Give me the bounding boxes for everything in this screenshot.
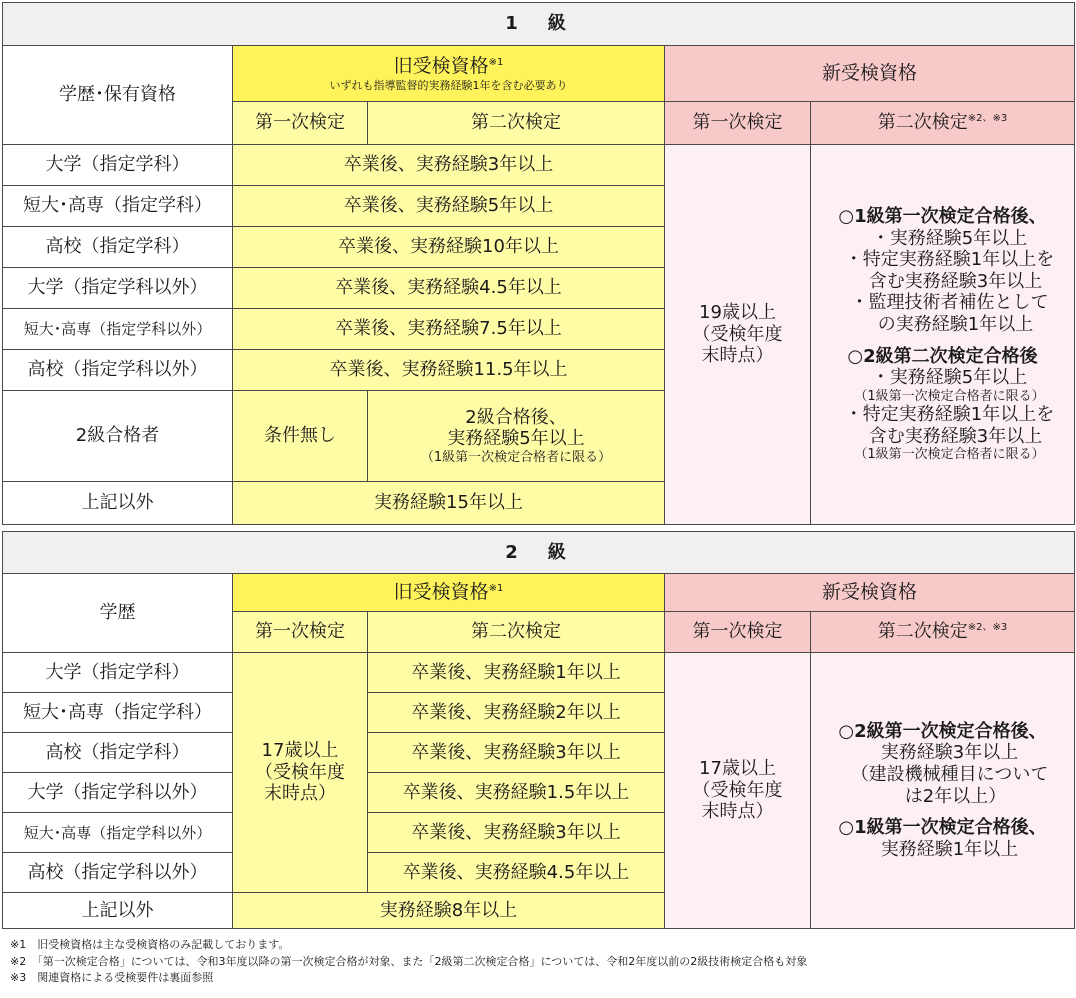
table-row-requirement: 卒業後、実務経験11.5年以上 [233, 350, 665, 391]
table-row-label: 短大･高専（指定学科以外） [3, 813, 233, 853]
table-row-label: 高校（指定学科以外） [3, 350, 233, 391]
table-row-label: 短大･高専（指定学科） [3, 186, 233, 227]
grade1-old-first-header: 第一次検定 [233, 102, 368, 145]
table-row-requirement: 卒業後、実務経験2年以上 [368, 693, 665, 733]
table-row-requirement: 卒業後、実務経験4.5年以上 [233, 268, 665, 309]
table-row-label: 上記以外 [3, 893, 233, 929]
table-row-requirement: 卒業後、実務経験7.5年以上 [233, 309, 665, 350]
grade2-new-second-cell [811, 653, 1075, 929]
table-row-requirement: 卒業後、実務経験1年以上 [368, 653, 665, 693]
grade2-new-second-h1: ○2級第一次検定合格後、 [838, 720, 1047, 742]
grade1-col-header: 学歴･保有資格 [3, 46, 233, 145]
grade1-table [2, 2, 1075, 525]
grade1-new-second-cell [811, 145, 1075, 525]
table-row-requirement: 卒業後、実務経験1.5年以上 [368, 773, 665, 813]
grade1-new-second-a3b: の実務経験1年以上 [877, 313, 1034, 335]
grade2-holder-first: 条件無し [233, 391, 368, 482]
table-row-requirement: 卒業後、実務経験4.5年以上 [368, 853, 665, 893]
grade2-new-second-mark: ※2、※3 [967, 622, 1008, 634]
grade1-new-second-h2: ○2級第二次検定合格後 [847, 345, 1038, 367]
grade2-old-mark: ※1 [488, 583, 504, 595]
grade2-title: 2 級 [3, 532, 1075, 574]
grade2-new-second-a2: （建設機械種目について [850, 763, 1049, 785]
table-row-label: 短大･高専（指定学科） [3, 693, 233, 733]
grade2-holder-second-line2: 実務経験5年以上 [447, 428, 585, 450]
grade2-new-first-cell [665, 653, 811, 929]
table-row-label: 大学（指定学科） [3, 145, 233, 186]
grade2-table [2, 531, 1075, 929]
table-row-label: 短大･高専（指定学科以外） [3, 309, 233, 350]
table-row-label: 大学（指定学科） [3, 653, 233, 693]
table-row-requirement: 卒業後、実務経験10年以上 [233, 227, 665, 268]
grade1-new-second-a2: ・特定実務経験1年以上を [844, 249, 1055, 271]
footnote-3: ※3 関連資格による受検要件は裏面参照 [10, 971, 214, 984]
footnote-2: ※2 「第一次検定合格」については、令和3年度以降の第一次検定合格が対象、また「2級第二次検定合格」については、令和2年度以前の2級技術検定合格も対象 [10, 954, 808, 968]
grade2-old-first-line3: 末時点） [264, 783, 336, 805]
grade2-holder-label: 2級合格者 [3, 391, 233, 482]
footnotes [10, 937, 807, 987]
table-row-requirement: 卒業後、実務経験3年以上 [368, 733, 665, 773]
grade2-old-header [233, 574, 665, 612]
grade2-holder-second-note: （1級第一次検定合格者に限る） [420, 449, 612, 465]
table-row-label: 大学（指定学科以外） [3, 268, 233, 309]
grade2-new-second-a1: 実務経験3年以上 [880, 742, 1019, 764]
grade2-new-first-header: 第一次検定 [665, 612, 811, 653]
grade1-new-second-b2: ・特定実務経験1年以上を [844, 404, 1055, 426]
grade1-old-mark: ※1 [488, 56, 504, 68]
grade1-old-header [233, 46, 665, 102]
grade1-new-first-line3: 末時点） [701, 345, 774, 367]
grade2-old-first-cell [233, 653, 368, 893]
grade2-holder-second [368, 391, 665, 482]
grade1-new-second-h1: ○1級第一次検定合格後、 [838, 205, 1047, 227]
grade2-new-second-label: 第二次検定 [877, 621, 968, 643]
grade1-new-second-label: 第二次検定 [877, 112, 968, 134]
grade1-new-second-b2-note: （1級第一次検定合格者に限る） [854, 447, 1045, 463]
grade2-new-first-line1: 17歳以上 [699, 758, 776, 780]
table-row-label: 高校（指定学科以外） [3, 853, 233, 893]
grade1-new-second-b1-note: （1級第一次検定合格者に限る） [854, 388, 1045, 404]
grade1-new-second-a1: ・実務経験5年以上 [871, 227, 1028, 249]
table-row-requirement: 卒業後、実務経験3年以上 [233, 145, 665, 186]
table-row-requirement: 実務経験15年以上 [233, 482, 665, 525]
table-row-label: 上記以外 [3, 482, 233, 525]
grade2-old-title: 旧受検資格 [393, 581, 489, 604]
table-row-label: 大学（指定学科以外） [3, 773, 233, 813]
grade1-old-title: 旧受検資格 [393, 54, 489, 77]
grade2-new-first-line3: 末時点） [701, 801, 774, 823]
grade2-new-second-b1: 実務経験1年以上 [880, 838, 1019, 860]
grade2-new-first-line2: （受検年度 [692, 779, 783, 801]
grade2-new-second-header [811, 612, 1075, 653]
grade2-new-second-a2b: は2年以上） [904, 785, 1007, 807]
grade1-new-first-cell [665, 145, 811, 525]
grade1-title: 1 級 [3, 3, 1075, 46]
grade2-new-header: 新受検資格 [665, 574, 1075, 612]
table-row-requirement: 卒業後、実務経験5年以上 [233, 186, 665, 227]
grade1-new-second-a3: ・監理技術者補佐として [850, 292, 1049, 314]
grade1-old-second-header: 第二次検定 [368, 102, 665, 145]
grade2-holder-second-line1: 2級合格後、 [465, 406, 567, 428]
grade1-new-header: 新受検資格 [665, 46, 1075, 102]
table-row-requirement: 卒業後、実務経験3年以上 [368, 813, 665, 853]
grade1-new-second-header [811, 102, 1075, 145]
grade1-new-second-a2b: 含む実務経験3年以上 [868, 270, 1043, 292]
grade2-old-first-header: 第一次検定 [233, 612, 368, 653]
grade2-col-header: 学歴 [3, 574, 233, 653]
grade1-new-first-line1: 19歳以上 [699, 302, 776, 324]
grade2-new-second-h2: ○1級第一次検定合格後、 [838, 817, 1047, 839]
grade1-new-first-line2: （受検年度 [692, 323, 783, 345]
grade1-new-second-b1: ・実務経験5年以上 [871, 367, 1028, 389]
grade1-new-second-b2b: 含む実務経験3年以上 [868, 425, 1043, 447]
grade1-old-note: いずれも指導監督的実務経験1年を含む必要あり [329, 79, 568, 93]
grade2-old-first-line1: 17歳以上 [261, 740, 339, 762]
grade2-old-second-header: 第二次検定 [368, 612, 665, 653]
grade2-old-first-line2: （受検年度 [255, 761, 345, 783]
table-row-label: 高校（指定学科） [3, 733, 233, 773]
table-row-requirement: 実務経験8年以上 [233, 893, 665, 929]
grade1-new-second-mark: ※2、※3 [967, 113, 1008, 125]
footnote-1: ※1 旧受検資格は主な受検資格のみ記載しております。 [10, 938, 290, 951]
grade1-new-first-header: 第一次検定 [665, 102, 811, 145]
table-row-label: 高校（指定学科） [3, 227, 233, 268]
